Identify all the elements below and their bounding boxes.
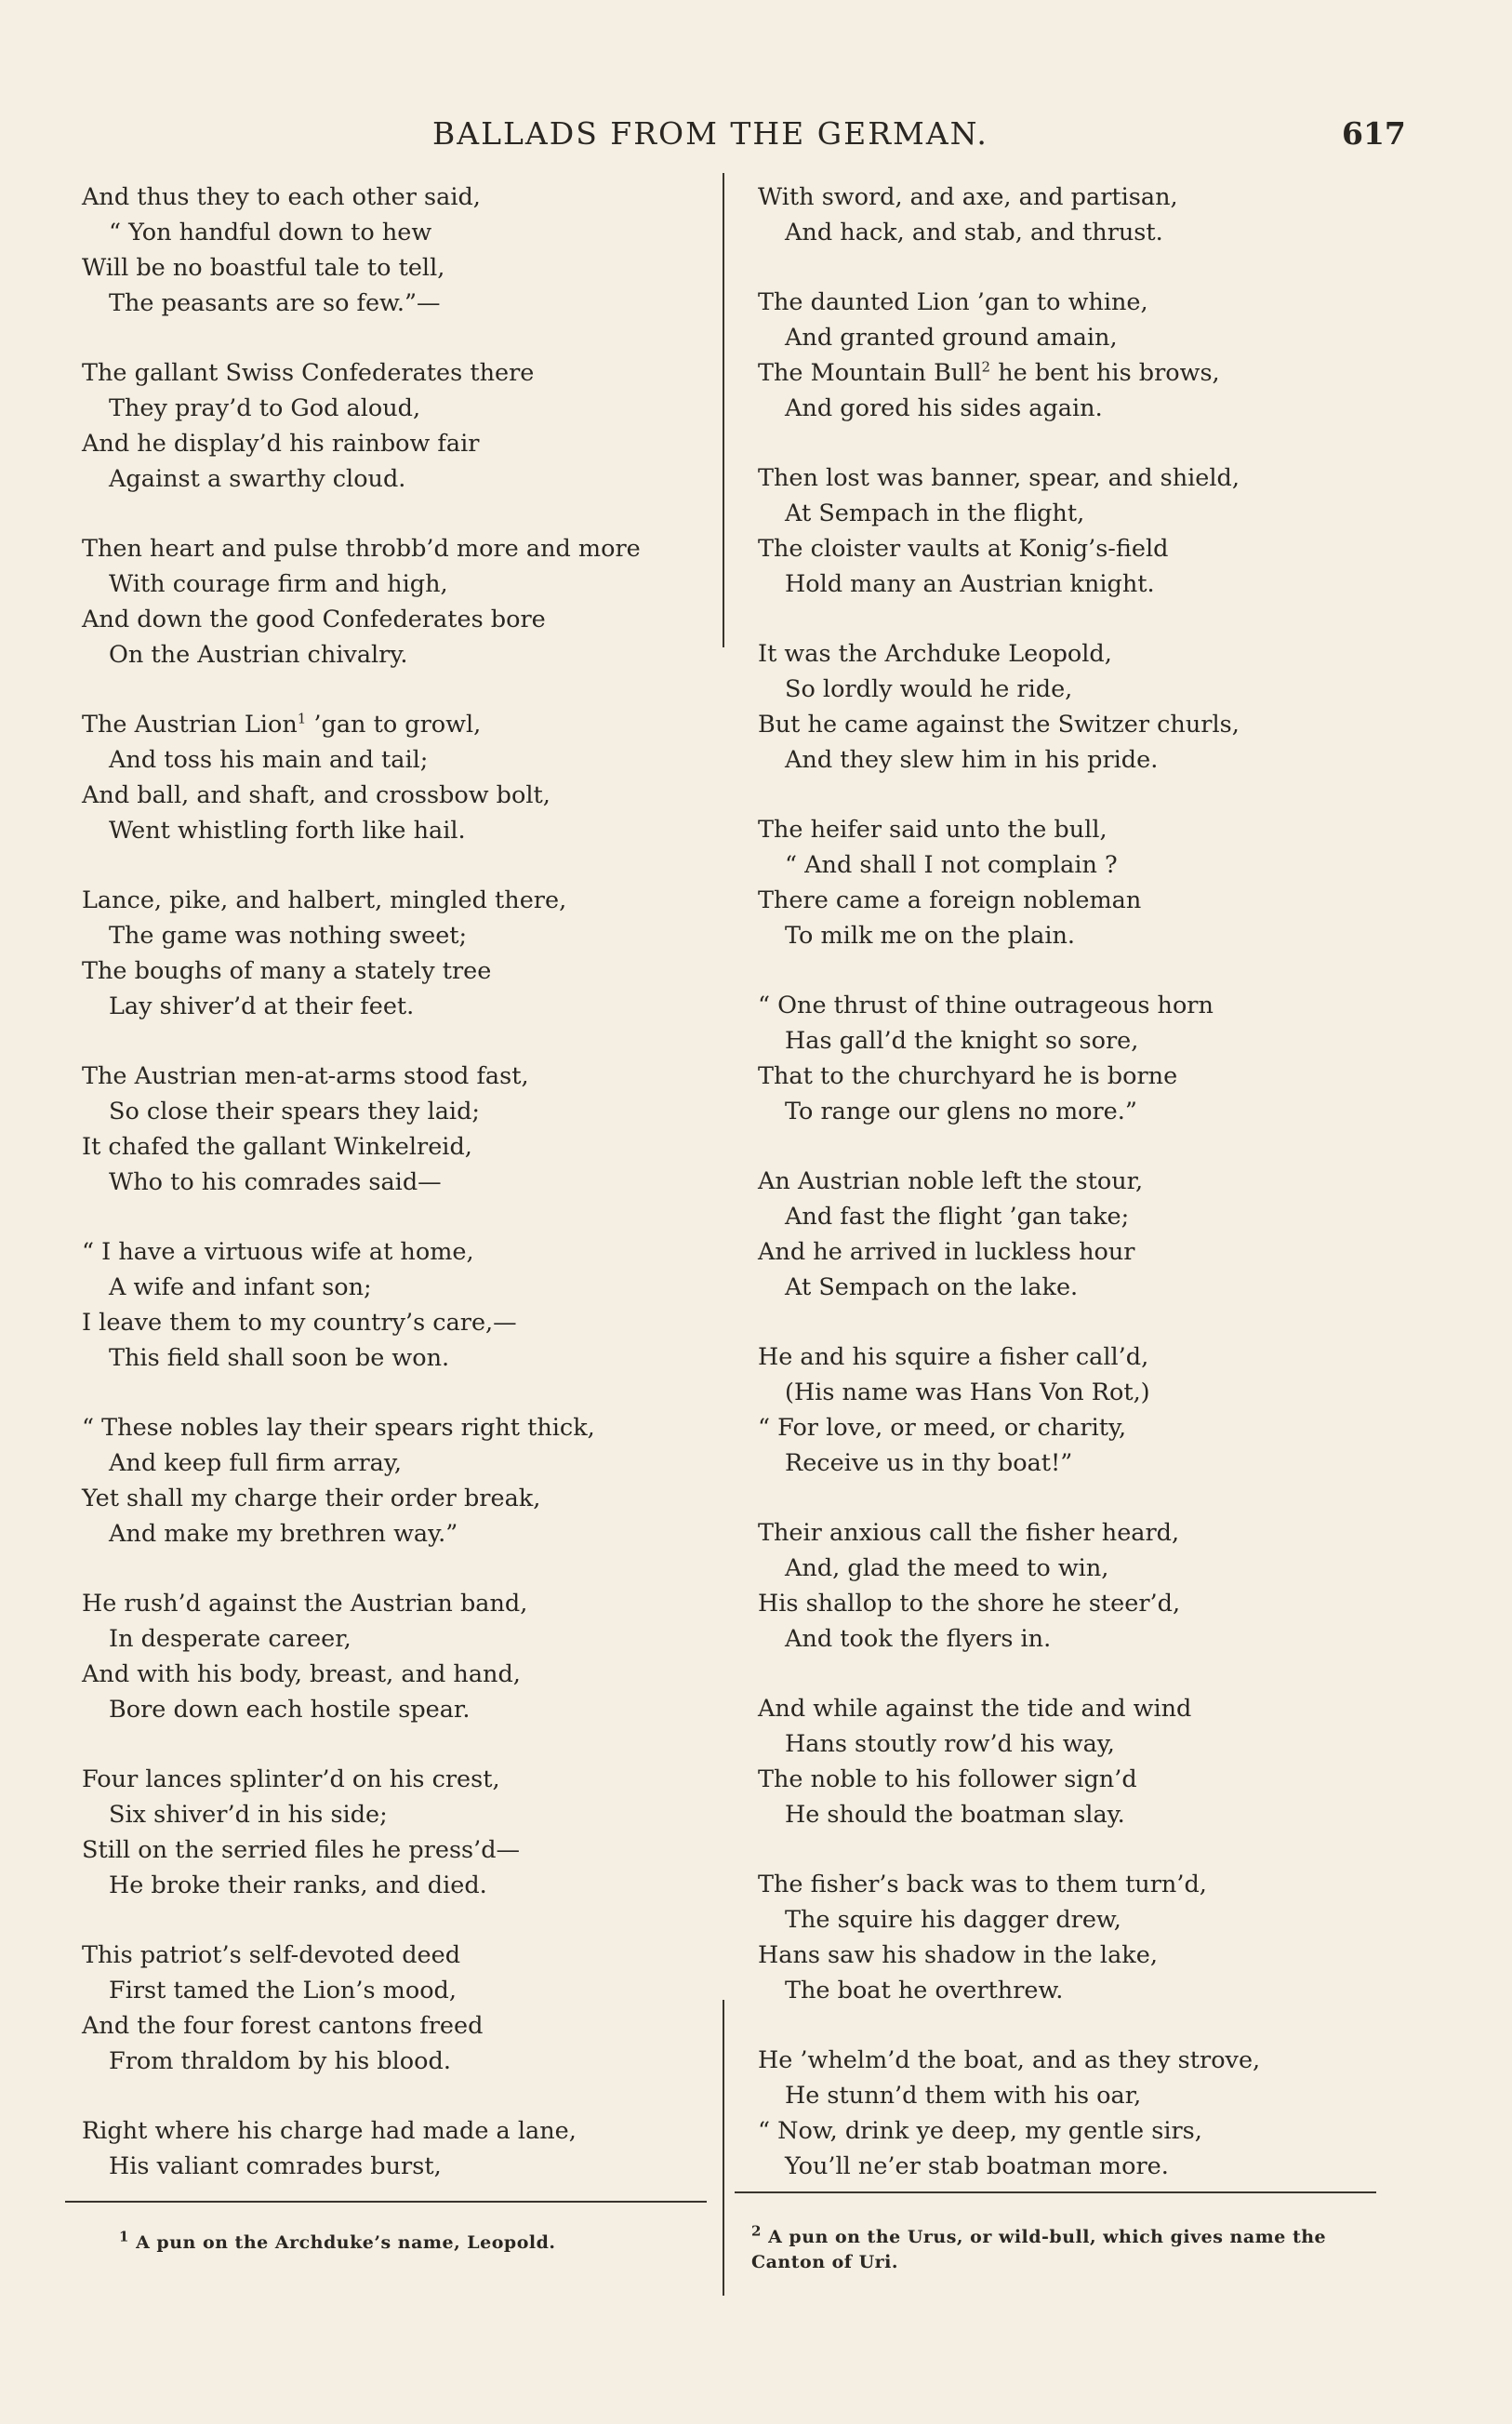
verse-line: The boughs of many a stately tree	[82, 957, 492, 985]
verse-line: So lordly would he ride,	[785, 675, 1073, 703]
footnote-mark: 2	[751, 2222, 762, 2240]
verse-line: Lay shiver’d at their feet.	[109, 992, 415, 1020]
verse-line: And fast the flight ’gan take;	[785, 1203, 1130, 1231]
verse-line: He rush’d against the Austrian band,	[82, 1590, 528, 1618]
stanza	[758, 1691, 1409, 1832]
verse-line: And thus they to each other said,	[82, 183, 481, 211]
verse-line: You’ll ne’er stab boatman more.	[785, 2152, 1169, 2180]
footnote-rule-left	[65, 2201, 707, 2203]
verse-line: Receive us in thy boat!”	[785, 1449, 1073, 1477]
stanza	[758, 988, 1409, 1129]
verse-line: Then heart and pulse throbb’d more and more	[82, 535, 641, 563]
verse-line: Hans saw his shadow in the lake,	[758, 1941, 1158, 1969]
verse-line: The game was nothing sweet;	[109, 922, 468, 950]
verse-line: An Austrian noble left the stour,	[758, 1167, 1144, 1195]
stanza	[82, 1059, 733, 1200]
stanza	[82, 1586, 733, 1727]
verse-line: Right where his charge had made a lane,	[82, 2117, 577, 2145]
verse-line: “ Now, drink ye deep, my gentle sirs,	[758, 2117, 1202, 2145]
verse-line: Four lances splinter’d on his crest,	[82, 1765, 500, 1793]
page-number: 617	[1342, 115, 1406, 152]
verse-line: It chafed the gallant Winkelreid,	[82, 1133, 472, 1161]
verse-line: Hold many an Austrian knight.	[785, 570, 1155, 598]
verse-line: Then lost was banner, spear, and shield,	[758, 464, 1240, 492]
verse-line: This field shall soon be won.	[109, 1344, 450, 1372]
verse-line: And the four forest cantons freed	[82, 2012, 484, 2040]
stanza	[758, 2043, 1409, 2184]
verse-line: And took the flyers in.	[785, 1625, 1052, 1653]
verse-line-part: The Mountain Bull	[758, 359, 982, 387]
verse-line: Lance, pike, and halbert, mingled there,	[82, 886, 567, 914]
verse-line: Went whistling forth like hail.	[109, 817, 466, 845]
verse-line: And hack, and stab, and thrust.	[785, 219, 1163, 246]
verse-line: The cloister vaults at Konig’s-field	[758, 535, 1169, 563]
stanza	[82, 1762, 733, 1903]
verse-line	[758, 355, 1409, 391]
verse-line: And gored his sides again.	[785, 394, 1103, 422]
verse-line: On the Austrian chivalry.	[109, 641, 408, 669]
stanza	[758, 812, 1409, 953]
verse-line: And while against the tide and wind	[758, 1695, 1192, 1723]
verse-line-part: ’gan to growl,	[313, 711, 482, 739]
verse-line: And he display’d his rainbow fair	[82, 430, 480, 458]
stanza	[82, 180, 733, 321]
verse-line: He and his squire a fisher call’d,	[758, 1343, 1149, 1371]
verse-line: Has gall’d the knight so sore,	[785, 1027, 1139, 1055]
footnote-mark: 1	[119, 2228, 129, 2245]
stanza	[758, 1515, 1409, 1657]
verse-line: Six shiver’d in his side;	[109, 1801, 388, 1829]
verse-line: His shallop to the shore he steer’d,	[758, 1590, 1181, 1618]
footnote-text: A pun on the Archduke’s name, Leopold.	[136, 2232, 556, 2253]
right-column	[758, 180, 1409, 2218]
verse-line: At Sempach in the flight,	[785, 499, 1085, 527]
verse-line: Still on the serried files he press’d—	[82, 1836, 521, 1864]
verse-line: From thraldom by his blood.	[109, 2047, 451, 2075]
verse-line: Against a swarthy cloud.	[109, 465, 406, 493]
verse-line: He ’whelm’d the boat, and as they strove,	[758, 2046, 1261, 2074]
verse-line: He stunn’d them with his oar,	[785, 2082, 1142, 2110]
footnote-1	[119, 2228, 714, 2256]
verse-line: The noble to his follower sign’d	[758, 1765, 1137, 1793]
stanza	[82, 707, 733, 848]
footnote-2	[751, 2222, 1379, 2275]
verse-line: Who to his comrades said—	[109, 1168, 442, 1196]
verse-line: But he came against the Switzer churls,	[758, 711, 1240, 739]
verse-line: “ For love, or meed, or charity,	[758, 1414, 1127, 1442]
stanza	[758, 285, 1409, 426]
verse-line: That to the churchyard he is borne	[758, 1062, 1178, 1090]
stanza	[758, 636, 1409, 778]
verse-line: They pray’d to God aloud,	[109, 394, 421, 422]
stanza	[758, 1867, 1409, 2008]
stanza	[82, 1234, 733, 1376]
verse-line: “ I have a virtuous wife at home,	[82, 1238, 474, 1266]
verse-line: And toss his main and tail;	[109, 746, 429, 774]
verse-line: And keep full firm array,	[109, 1449, 403, 1477]
footnote-rule-right	[735, 2191, 1376, 2193]
verse-line: And he arrived in luckless hour	[758, 1238, 1135, 1266]
stanza	[758, 180, 1409, 250]
verse-line: He broke their ranks, and died.	[109, 1871, 487, 1899]
verse-line: Hans stoutly row’d his way,	[785, 1730, 1115, 1758]
verse-line: In desperate career,	[109, 1625, 351, 1653]
verse-line: Yet shall my charge their order break,	[82, 1485, 541, 1512]
verse-line: And, glad the meed to win,	[785, 1554, 1109, 1582]
verse-line: To range our glens no more.”	[785, 1098, 1137, 1125]
stanza	[82, 2113, 733, 2184]
verse-line: And make my brethren way.”	[109, 1520, 458, 1548]
verse-line: With sword, and axe, and partisan,	[758, 183, 1178, 211]
verse-line: First tamed the Lion’s mood,	[109, 1977, 457, 2004]
verse-line: And granted ground amain,	[785, 324, 1118, 352]
footnote-marker: 2	[981, 358, 991, 376]
footnote-text: A pun on the Urus, or wild-bull, which gives name the Canton of Uri.	[751, 2227, 1327, 2272]
verse-line: A wife and infant son;	[109, 1273, 372, 1301]
verse-line: I leave them to my country’s care,—	[82, 1309, 517, 1337]
stanza	[758, 1164, 1409, 1305]
verse-line: The gallant Swiss Confederates there	[82, 359, 535, 387]
stanza	[758, 460, 1409, 602]
left-column	[82, 180, 733, 2218]
verse-line: And they slew him in his pride.	[785, 746, 1159, 774]
stanza	[82, 1410, 733, 1552]
verse-line: It was the Archduke Leopold,	[758, 640, 1112, 668]
verse-line: The heifer said unto the bull,	[758, 816, 1107, 844]
verse-line	[82, 707, 733, 742]
verse-line: There came a foreign nobleman	[758, 886, 1142, 914]
verse-line: Will be no boastful tale to tell,	[82, 254, 445, 282]
stanza	[82, 355, 733, 497]
verse-line: The fisher’s back was to them turn’d,	[758, 1871, 1207, 1898]
verse-line: This patriot’s self-devoted deed	[82, 1941, 461, 1969]
running-title: BALLADS FROM THE GERMAN.	[432, 115, 988, 152]
verse-line: “ These nobles lay their spears right thick,	[82, 1414, 595, 1442]
verse-line: Their anxious call the fisher heard,	[758, 1519, 1180, 1547]
verse-line: So close their spears they laid;	[109, 1098, 480, 1125]
footnote-marker: 1	[297, 710, 307, 727]
running-header	[0, 115, 1512, 162]
verse-line: “ Yon handful down to hew	[109, 219, 432, 246]
verse-line-part: The Austrian Lion	[82, 711, 298, 739]
verse-line: The squire his dagger drew,	[785, 1906, 1121, 1934]
verse-line: “ One thrust of thine outrageous horn	[758, 992, 1214, 1019]
verse-line-part: he bent his brows,	[998, 359, 1220, 387]
verse-line: The boat he overthrew.	[785, 1977, 1064, 2004]
stanza	[82, 1938, 733, 2079]
verse-line: The daunted Lion ’gan to whine,	[758, 288, 1148, 316]
verse-line: His valiant comrades burst,	[109, 2152, 442, 2180]
verse-line: (His name was Hans Von Rot,)	[785, 1378, 1150, 1406]
verse-line: And down the good Confederates bore	[82, 606, 546, 633]
verse-line: “ And shall I not complain ?	[785, 851, 1118, 879]
verse-line: And ball, and shaft, and crossbow bolt,	[82, 781, 550, 809]
verse-line: To milk me on the plain.	[785, 922, 1076, 950]
verse-line: The Austrian men-at-arms stood fast,	[82, 1062, 529, 1090]
verse-line: The peasants are so few.”—	[109, 289, 441, 317]
verse-line: Bore down each hostile spear.	[109, 1696, 471, 1724]
stanza	[82, 883, 733, 1024]
verse-line: At Sempach on the lake.	[785, 1273, 1079, 1301]
verse-line: With courage firm and high,	[109, 570, 448, 598]
verse-line: And with his body, breast, and hand,	[82, 1660, 521, 1688]
stanza	[82, 531, 733, 673]
stanza	[758, 1339, 1409, 1481]
verse-line: He should the boatman slay.	[785, 1801, 1125, 1829]
